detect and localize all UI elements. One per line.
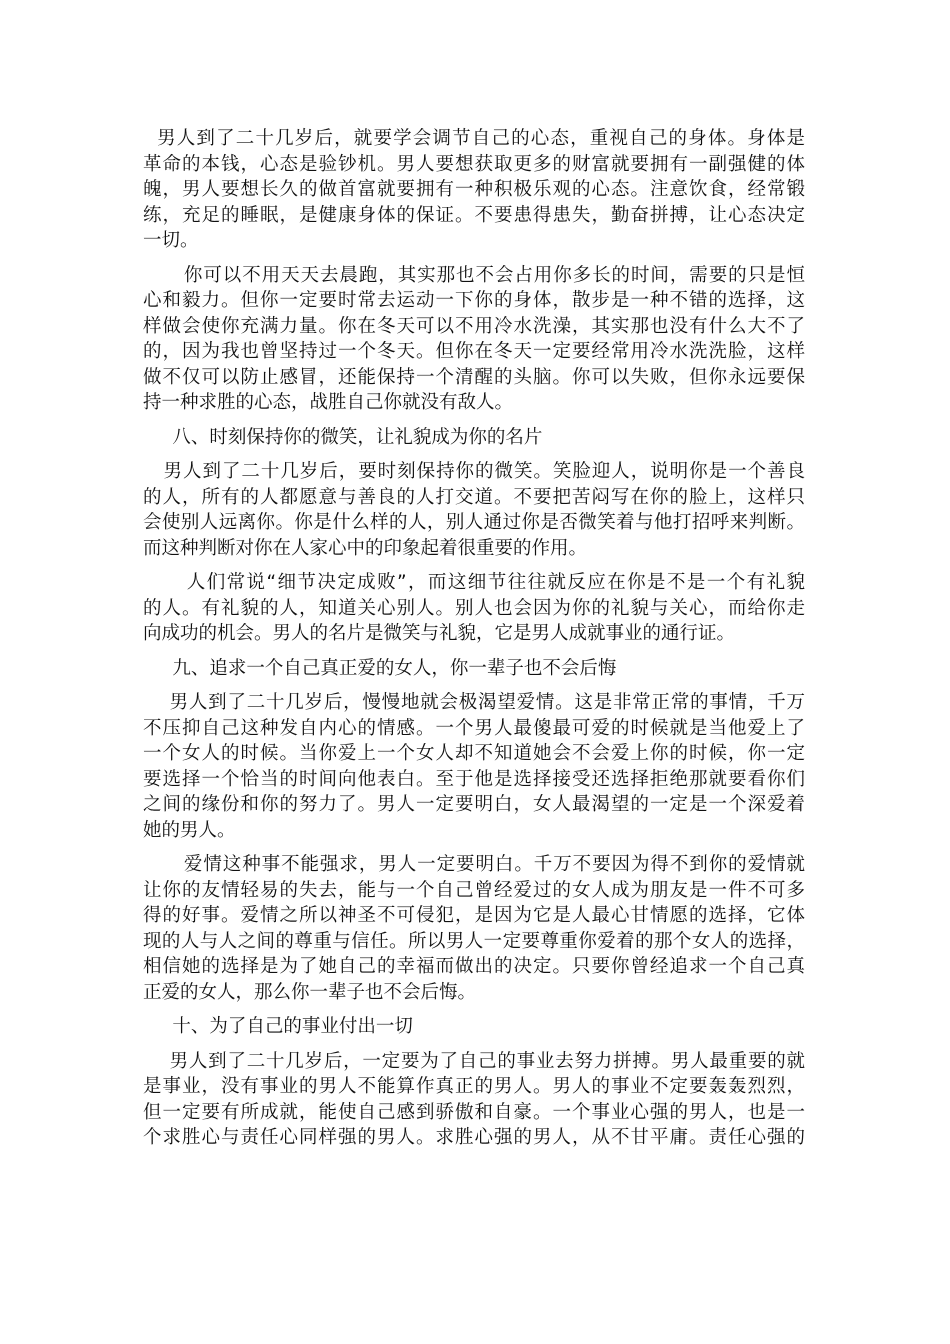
text-line: 的人，所有的人都愿意与善良的人打交道。不要把苦闷写在你的脸上，这样只	[143, 486, 805, 508]
text-line: 让你的友情轻易的失去，能与一个自己曾经爱过的女人成为朋友是一件不可多	[143, 879, 805, 901]
text-line: 练，充足的睡眠，是健康身体的保证。不要患得患失，勤奋拼搏，让心态决定	[143, 204, 805, 226]
text-line: 革命的本钱，心态是验钞机。男人要想获取更多的财富就要拥有一副强健的体	[143, 153, 805, 175]
document-body	[143, 126, 805, 1160]
paragraph	[143, 690, 805, 843]
paragraph	[143, 459, 805, 561]
text-line: 魄，男人要想长久的做首富就要拥有一种积极乐观的心态。注意饮食，经常锻	[143, 179, 805, 200]
text-line: 得的好事。爱情之所以神圣不可侵犯，是因为它是人最心甘情愿的选择，它体	[143, 905, 805, 926]
text-line: 的，因为我也曾坚持过一个冬天。但你在冬天一定要经常用冷水洗洗脸，这样	[143, 341, 805, 362]
text-line: 会使别人远离你。你是什么样的人，别人通过你是否微笑着与他打招呼来判断。	[143, 512, 805, 533]
text-line: 八、时刻保持你的微笑，让礼貌成为你的名片	[143, 426, 543, 448]
text-line: 样做会使你充满力量。你在冬天可以不用冷水洗澡，其实那也没有什么大不了	[143, 315, 805, 337]
paragraph	[143, 852, 805, 1005]
text-line: 正爱的女人，那么你一辈子也不会后悔。	[143, 981, 477, 1003]
text-line: 一切。	[143, 230, 199, 251]
paragraph	[143, 126, 805, 254]
text-line: 爱情这种事不能强求，男人一定要明白。千万不要因为得不到你的爱情就	[143, 854, 805, 875]
text-line: 男人到了二十几岁后，一定要为了自己的事业去努力拼搏。男人最重要的就	[143, 1050, 805, 1072]
section-heading	[143, 1014, 805, 1040]
text-line: 男人到了二十几岁后，就要学会调节自己的心态，重视自己的身体。身体是	[143, 128, 805, 149]
paragraph	[143, 263, 805, 416]
text-line: 她的男人。	[143, 819, 236, 841]
text-line: 但一定要有所成就，能使自己感到骄傲和自豪。一个事业心强的男人，也是一	[143, 1101, 805, 1123]
text-line: 是事业，没有事业的男人不能算作真正的男人。男人的事业不定要轰轰烈烈，	[143, 1076, 805, 1097]
text-line: 九、追求一个自己真正爱的女人，你一辈子也不会后悔	[143, 657, 617, 679]
text-line: 个求胜心与责任心同样强的男人。求胜心强的男人，从不甘平庸。责任心强的	[143, 1127, 805, 1148]
paragraph	[143, 1049, 805, 1151]
text-line: 持一种求胜的心态，战胜自己你就没有敌人。	[143, 392, 514, 413]
text-line: 十、为了自己的事业付出一切	[143, 1016, 413, 1037]
text-line: 而这种判断对你在人家心中的印象起着很重要的作用。	[143, 537, 588, 559]
text-line: 心和毅力。但你一定要时常去运动一下你的身体，散步是一种不错的选择，这	[143, 290, 805, 311]
text-line: 一个女人的时候。当你爱上一个女人却不知道她会不会爱上你的时候，你一定	[143, 743, 805, 764]
section-heading	[143, 425, 805, 451]
text-line: 男人到了二十几岁后，要时刻保持你的微笑。笑脸迎人，说明你是一个善良	[143, 461, 805, 482]
text-line: 要选择一个恰当的时间向他表白。至于他是选择接受还选择拒绝那就要看你们	[143, 768, 805, 790]
text-line: 男人到了二十几岁后，慢慢地就会极渴望爱情。这是非常正常的事情，千万	[143, 692, 805, 713]
text-line: 人们常说“细节决定成败”，而这细节往往就反应在你是不是一个有礼貌	[143, 572, 805, 593]
section-heading	[143, 656, 805, 682]
text-line: 相信她的选择是为了她自己的幸福而做出的决定。只要你曾经追求一个自己真	[143, 956, 805, 977]
text-line: 做不仅可以防止感冒，还能保持一个清醒的头脑。你可以失败，但你永远要保	[143, 366, 805, 388]
paragraph	[143, 570, 805, 647]
text-line: 你可以不用天天去晨跑，其实那也不会占用你多长的时间，需要的只是恒	[143, 264, 805, 286]
text-line: 的人。有礼貌的人，知道关心别人。别人也会因为你的礼貌与关心，而给你走	[143, 597, 805, 619]
text-line: 现的人与人之间的尊重与信任。所以男人一定要尊重你爱着的那个女人的选择，	[143, 930, 805, 952]
text-line: 向成功的机会。男人的名片是微笑与礼貌，它是男人成就事业的通行证。	[143, 623, 736, 644]
text-line: 之间的缘份和你的努力了。男人一定要明白，女人最渴望的一定是一个深爱着	[143, 794, 805, 815]
text-line: 不压抑自己这种发自内心的情感。一个男人最傻最可爱的时候就是当他爱上了	[143, 717, 805, 739]
